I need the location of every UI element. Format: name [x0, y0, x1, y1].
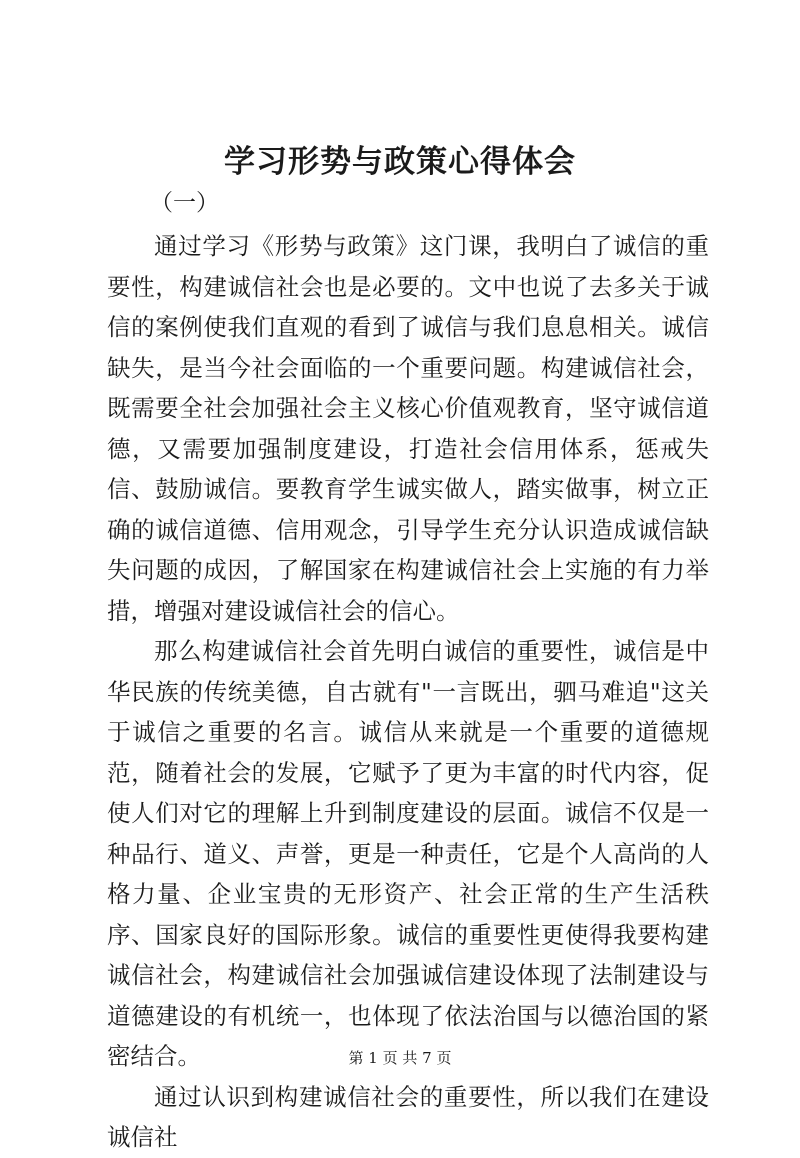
document-body [107, 226, 709, 1158]
paragraph: 通过认识到构建诚信社会的重要性，所以我们在建设诚信社 [107, 1082, 709, 1151]
section-label: （一） [150, 190, 219, 216]
paragraph: 通过学习《形势与政策》这门课，我明白了诚信的重要性，构建诚信社会也是必要的。文中也说了去多关于诚信的案例使我们直观的看到了诚信与我们息息相关。诚信缺失，是当今社会面临的一个重要问题。构建诚信社会，既需要全社会加强社会主义核心价值观教育，坚守诚信道德，又需要加强制度建设，打造社会信用体系，惩戒失信、鼓励诚信。要教育学生诚实做人，踏实做事，树立正确的诚信道德、信用观念，引导学生充分认识造成诚信缺失问题的成因，了解国家在构建诚信社会上实施的有力举措，增强对建设诚信社会的信心。 [107, 232, 709, 625]
document-title: 学习形势与政策心得体会 [224, 144, 576, 180]
page-footer: 第 1 页 共 7 页 [348, 1049, 452, 1067]
paragraph: 那么构建诚信社会首先明白诚信的重要性，诚信是中华民族的传统美德，自古就有"一言既出，驷马难追"这关于诚信之重要的名言。诚信从来就是一个重要的道德规范，随着社会的发展，它赋予了更为丰富的时代内容，促使人们对它的理解上升到制度建设的层面。诚信不仅是一种品行、道义、声誉，更是一种责任，它是个人高尚的人格力量、企业宝贵的无形资产、社会正常的生产生活秩序、国家良好的国际形象。诚信的重要性更使得我要构建诚信社会，构建诚信社会加强诚信建设体现了法制建设与道德建设的有机统一，也体现了依法治国与以德治国的紧密结合。 [107, 637, 709, 1070]
